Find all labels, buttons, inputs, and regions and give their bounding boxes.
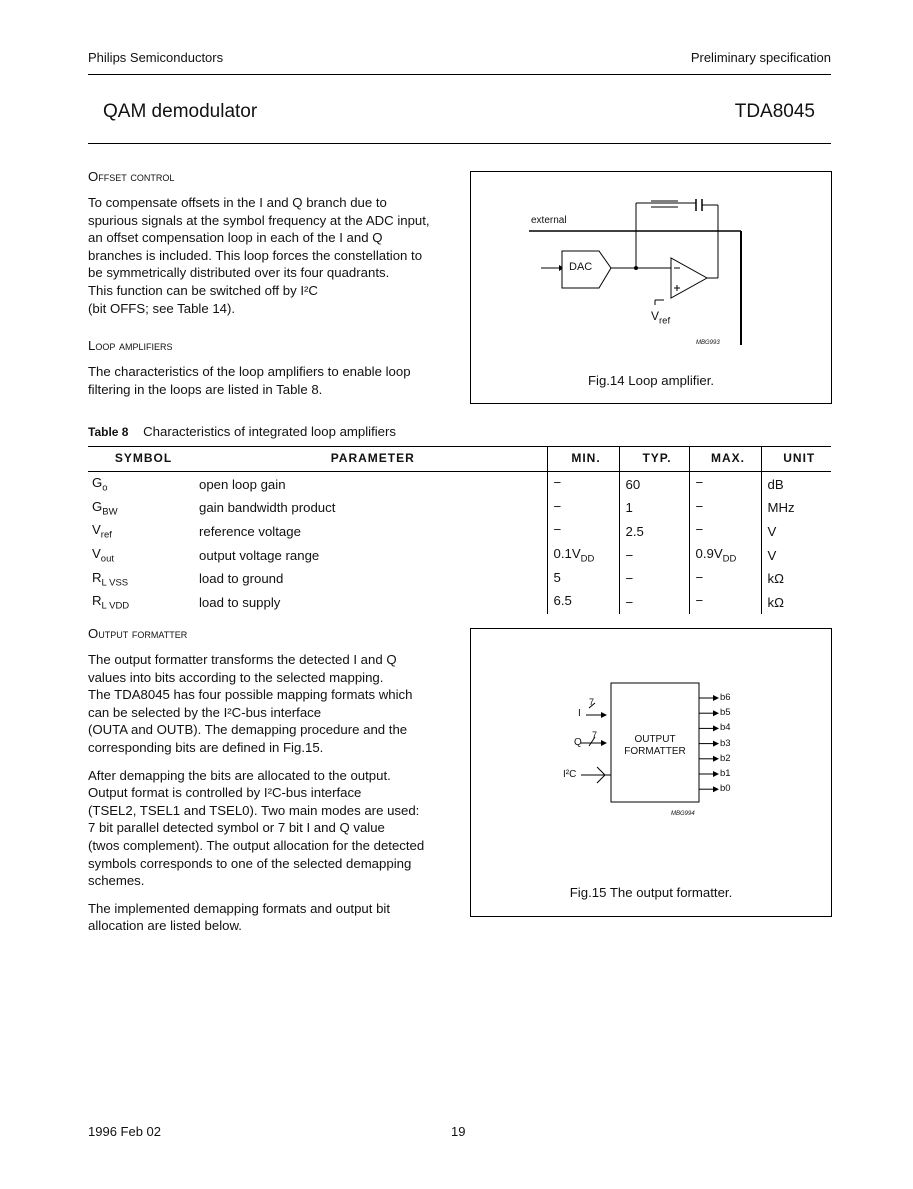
cell-text: − bbox=[695, 475, 704, 490]
table-8-caption bbox=[88, 424, 396, 439]
text-line: 7 bit parallel detected symbol or 7 bit I and Q value bbox=[88, 820, 385, 836]
typ-cell bbox=[619, 519, 689, 543]
min-cell bbox=[547, 590, 619, 614]
symbol-cell bbox=[88, 496, 199, 520]
max-cell bbox=[689, 472, 761, 496]
cell-text: − bbox=[625, 547, 634, 563]
col-symbol: SYMBOL bbox=[88, 447, 199, 472]
col-min: MIN. bbox=[547, 447, 619, 472]
cell-text: − bbox=[553, 522, 562, 538]
cell-text: 5 bbox=[553, 569, 561, 585]
typ-cell bbox=[619, 472, 689, 496]
figure-15-code: MBG994 bbox=[671, 811, 695, 817]
output-arrow-b6 bbox=[713, 695, 719, 701]
cell-text: 1 bbox=[625, 500, 633, 516]
text-line: (twos complement). The output allocation for the detected bbox=[88, 837, 425, 853]
figure-14-caption: Fig.14 Loop amplifier. bbox=[587, 373, 715, 388]
table-row bbox=[88, 472, 831, 496]
footer-date: 1996 Feb 02 bbox=[88, 1124, 162, 1139]
unit-cell bbox=[761, 590, 831, 614]
output-formatter-paragraph-1 bbox=[88, 651, 460, 757]
text-line: schemes. bbox=[88, 873, 145, 889]
max-cell bbox=[689, 590, 761, 614]
text-line: filtering in the loops are listed in Table 8. bbox=[88, 381, 323, 397]
typ-cell bbox=[619, 590, 689, 614]
external-label: external bbox=[531, 215, 567, 226]
cell-text: − bbox=[695, 569, 704, 585]
text-line: The TDA8045 has four possible mapping formats which bbox=[88, 687, 413, 703]
input-i-label: I bbox=[578, 708, 581, 719]
loop-amplifier-diagram bbox=[471, 172, 831, 403]
text-line: (OUTA and OUTB). The demapping procedure and the bbox=[88, 722, 408, 738]
block-label-line: OUTPUT bbox=[634, 734, 676, 745]
cell-text: dB bbox=[767, 476, 784, 492]
unit-cell bbox=[761, 496, 831, 520]
cell-text: load to supply bbox=[199, 595, 281, 611]
symbol-cell bbox=[88, 543, 199, 567]
symbol-cell bbox=[88, 472, 199, 496]
output-arrow-b4 bbox=[713, 725, 719, 731]
text-line: (bit OFFS; see Table 14). bbox=[88, 300, 236, 316]
parameter-cell bbox=[199, 472, 547, 496]
offset-control-paragraph bbox=[88, 194, 458, 317]
cell-text: kΩ bbox=[767, 571, 784, 587]
cell-subscript: DD bbox=[580, 553, 595, 565]
text-line: (TSEL2, TSEL1 and TSEL0). Two main modes are used: bbox=[88, 802, 420, 818]
unit-cell bbox=[761, 472, 831, 496]
text-line: The output formatter transforms the detected I and Q bbox=[88, 652, 397, 667]
header-rule-bottom bbox=[88, 143, 831, 144]
min-cell bbox=[547, 543, 619, 567]
cell-text: − bbox=[695, 522, 704, 538]
company-name: Philips Semiconductors bbox=[88, 50, 224, 65]
loop-amplifiers-heading: Loop amplifiers bbox=[88, 338, 173, 353]
cell-text: − bbox=[695, 498, 704, 514]
text-line: spurious signals at the symbol frequency at the ADC input, bbox=[88, 212, 430, 228]
col-typ: TYP. bbox=[619, 447, 689, 472]
offset-control-heading: Offset control bbox=[88, 169, 175, 184]
output-formatter-diagram bbox=[471, 629, 831, 916]
output-arrow-b5 bbox=[713, 710, 719, 716]
output-formatter-heading: Output formatter bbox=[88, 626, 188, 641]
cell-text: 0.9V bbox=[695, 545, 723, 561]
formatter-block-label bbox=[611, 734, 699, 758]
loop-amplifiers-paragraph bbox=[88, 363, 458, 398]
cell-subscript: L VDD bbox=[101, 600, 130, 612]
unit-cell bbox=[761, 567, 831, 591]
table-header-row bbox=[88, 447, 831, 472]
output-label-b5: b5 bbox=[720, 707, 731, 719]
parameter-cell bbox=[199, 590, 547, 614]
cell-text: G bbox=[92, 475, 103, 490]
parameter-cell bbox=[199, 567, 547, 591]
typ-cell bbox=[619, 567, 689, 591]
parameter-cell bbox=[199, 496, 547, 520]
output-arrow-b0 bbox=[713, 786, 719, 792]
input-q-bits: 7 bbox=[592, 730, 598, 740]
output-label-b4: b4 bbox=[720, 722, 731, 734]
col-max: MAX. bbox=[689, 447, 761, 472]
symbol-cell bbox=[88, 519, 199, 543]
cell-text: − bbox=[695, 593, 704, 609]
min-cell bbox=[547, 567, 619, 591]
cell-text: − bbox=[553, 498, 562, 514]
cell-subscript: ref bbox=[100, 529, 112, 541]
part-number: TDA8045 bbox=[734, 101, 815, 122]
text-line: corresponding bits are defined in Fig.15. bbox=[88, 739, 324, 755]
cell-text: V bbox=[767, 524, 777, 540]
cell-subscript: DD bbox=[722, 553, 737, 565]
text-line: The characteristics of the loop amplifiers to enable loop bbox=[88, 364, 411, 379]
text-line: be symmetrically distributed over its four quadrants. bbox=[88, 265, 390, 281]
max-cell bbox=[689, 543, 761, 567]
output-label-b1: b1 bbox=[720, 768, 731, 779]
cell-text: G bbox=[92, 498, 103, 514]
block-label-line: FORMATTER bbox=[624, 746, 686, 757]
cell-text: R bbox=[92, 593, 102, 609]
input-i-bits: 7 bbox=[589, 697, 595, 707]
symbol-cell bbox=[88, 567, 199, 591]
header-rule-top bbox=[88, 74, 831, 75]
output-arrow-b3 bbox=[713, 741, 719, 747]
typ-cell bbox=[619, 496, 689, 520]
text-line: After demapping the bits are allocated to the output. bbox=[88, 767, 391, 783]
output-label-b0: b0 bbox=[720, 783, 731, 795]
figure-14-code: MBG993 bbox=[696, 340, 720, 346]
characteristics-table bbox=[88, 446, 831, 614]
cell-text: 2.5 bbox=[625, 524, 644, 540]
unit-cell bbox=[761, 543, 831, 567]
cell-text: 6.5 bbox=[553, 593, 572, 609]
table-row bbox=[88, 496, 831, 520]
cell-text: − bbox=[625, 571, 634, 587]
max-cell bbox=[689, 567, 761, 591]
input-i2c-label: I²C bbox=[563, 769, 577, 780]
parameter-cell bbox=[199, 519, 547, 543]
vref-subscript: ref bbox=[659, 315, 671, 327]
cell-text: V bbox=[92, 522, 101, 538]
cell-text: reference voltage bbox=[199, 524, 301, 540]
cell-subscript: L VSS bbox=[101, 577, 129, 589]
cell-subscript: BW bbox=[102, 506, 118, 518]
output-label-b6: b6 bbox=[720, 692, 731, 703]
text-line: This function can be switched off by I²C bbox=[88, 282, 318, 298]
product-title: QAM demodulator bbox=[103, 101, 258, 122]
text-line: can be selected by the I²C-bus interface bbox=[88, 704, 322, 720]
vref-symbol: V bbox=[651, 309, 660, 323]
cell-text: 60 bbox=[625, 476, 641, 492]
output-label-b2: b2 bbox=[720, 752, 731, 764]
text-line: The implemented demapping formats and output bit bbox=[88, 900, 391, 916]
max-cell bbox=[689, 496, 761, 520]
cell-text: V bbox=[92, 545, 101, 561]
cell-text: gain bandwidth product bbox=[199, 500, 336, 516]
cell-text: − bbox=[625, 595, 634, 611]
cell-text: − bbox=[553, 475, 562, 490]
cell-text: load to ground bbox=[199, 571, 284, 587]
cell-text: kΩ bbox=[767, 595, 784, 611]
table-row bbox=[88, 543, 831, 567]
cell-text: R bbox=[92, 569, 102, 585]
figure-14-box bbox=[470, 171, 832, 404]
table-8-title: Characteristics of integrated loop amplifiers bbox=[143, 424, 396, 439]
output-lines bbox=[699, 695, 719, 792]
output-formatter-paragraph-3 bbox=[88, 900, 460, 935]
parameter-cell bbox=[199, 543, 547, 567]
output-formatter-text bbox=[88, 651, 460, 945]
cell-text: V bbox=[767, 547, 777, 563]
spec-type: Preliminary specification bbox=[690, 50, 831, 65]
min-cell bbox=[547, 496, 619, 520]
col-unit: UNIT bbox=[761, 447, 831, 472]
col-parameter: PARAMETER bbox=[199, 447, 547, 472]
typ-cell bbox=[619, 543, 689, 567]
unit-cell bbox=[761, 519, 831, 543]
figure-15-caption: Fig.15 The output formatter. bbox=[569, 885, 733, 900]
figure-15-box bbox=[470, 628, 832, 917]
cell-text: open loop gain bbox=[199, 476, 286, 492]
output-label-b3: b3 bbox=[720, 737, 731, 749]
output-arrow-b1 bbox=[713, 771, 719, 777]
symbol-cell bbox=[88, 590, 199, 614]
table-row bbox=[88, 567, 831, 591]
text-line: allocation are listed below. bbox=[88, 918, 242, 934]
output-formatter-paragraph-2 bbox=[88, 767, 460, 890]
page-number: 19 bbox=[451, 1124, 466, 1139]
input-q-label: Q bbox=[574, 737, 582, 748]
table-row bbox=[88, 519, 831, 543]
text-line: values into bits according to the selected mapping. bbox=[88, 669, 384, 685]
max-cell bbox=[689, 519, 761, 543]
text-line: Output format is controlled by I²C-bus interface bbox=[88, 785, 362, 801]
dac-label: DAC bbox=[569, 261, 593, 273]
text-line: To compensate offsets in the I and Q branch due to bbox=[88, 195, 387, 210]
cell-subscript: out bbox=[100, 553, 115, 565]
text-line: symbols corresponds to one of the selected demapping bbox=[88, 855, 412, 871]
cell-subscript: o bbox=[102, 482, 108, 494]
table-8-label: Table 8 bbox=[88, 425, 129, 439]
output-arrow-b2 bbox=[713, 756, 719, 762]
cell-text: 0.1V bbox=[553, 545, 581, 561]
cell-text: MHz bbox=[767, 500, 795, 516]
vref-label bbox=[651, 309, 670, 326]
min-cell bbox=[547, 472, 619, 496]
text-line: an offset compensation loop in each of the I and Q bbox=[88, 230, 383, 246]
cell-text: output voltage range bbox=[199, 547, 320, 563]
text-line: branches is included. This loop forces the constellation to bbox=[88, 247, 423, 263]
table-row bbox=[88, 590, 831, 614]
min-cell bbox=[547, 519, 619, 543]
